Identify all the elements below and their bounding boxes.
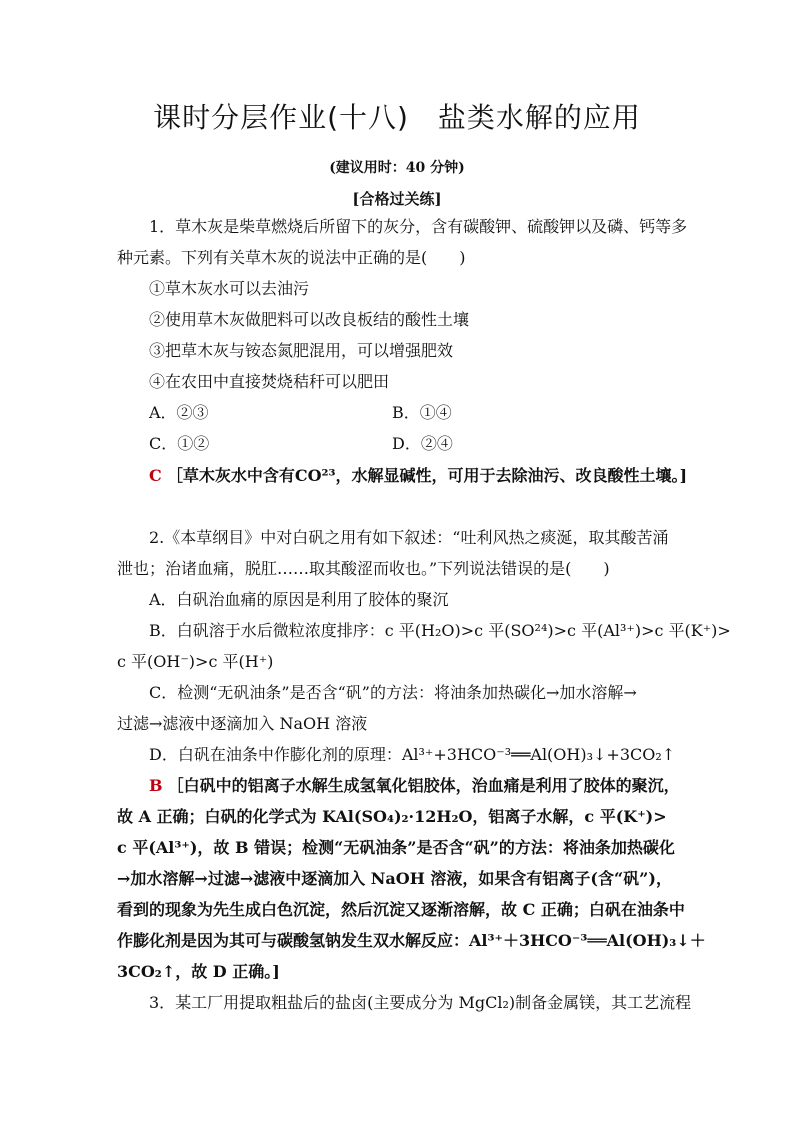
q1-item-3: ③把草木灰与铵态氮肥混用，可以增强肥效 — [149, 341, 454, 360]
q1-item-4: ④在农田中直接焚烧秸秆可以肥田 — [149, 372, 390, 391]
q3-stem-line-1: 3．某工厂用提取粗盐后的盐卤(主要成分为 MgCl₂)制备金属镁，其工艺流程 — [149, 993, 692, 1012]
q1-stem-line-1: 1．草木灰是柴草燃烧后所留下的灰分，含有碳酸钾、硫酸钾以及磷、钙等多 — [149, 217, 688, 236]
q2-option-c-line-1: C．检测“无矾油条”是否含“矾”的方法：将油条加热碳化→加水溶解→ — [149, 683, 637, 702]
q1-option-b: B．①④ — [392, 403, 452, 422]
q2-explanation-line-1: ［白矾中的铝离子水解生成氢氧化铝胶体，治血痛是利用了胶体的聚沉， — [167, 776, 680, 795]
q2-stem-line-2: 泄也；治诸血痛，脱肛……取其酸涩而收也。”下列说法错误的是( ) — [117, 559, 610, 578]
q2-explanation-line-3: c 平(Al³⁺)，故 B 错误；检测“无矾油条”是否含“矾”的方法：将油条加热碳化 — [117, 838, 675, 857]
q1-option-d: D．②④ — [392, 434, 453, 453]
page-title: 课时分层作业(十八) 盐类水解的应用 — [153, 101, 641, 134]
suggested-time: (建议用时：40 分钟) — [329, 160, 465, 176]
q2-explanation-line-6: 作膨化剂是因为其可与碳酸氢钠发生双水解反应：Al³⁺＋3HCO⁻³══Al(OH)₃↓＋ — [117, 931, 706, 950]
q2-answer-letter: B — [149, 776, 163, 795]
q2-explanation-line-5: 看到的现象为先生成白色沉淀，然后沉淀又逐渐溶解，故 C 正确；白矾在油条中 — [117, 900, 685, 919]
q1-answer-explanation: ［草木灰水中含有CO²³，水解显碱性，可用于去除油污、改良酸性土壤。] — [166, 466, 688, 485]
q1-answer — [149, 466, 714, 486]
q1-option-a: A．②③ — [149, 403, 209, 422]
q2-explanation-line-7: 3CO₂↑，故 D 正确。] — [117, 962, 280, 981]
q2-stem-line-1: 2.《本草纲目》中对白矾之用有如下叙述：“吐利风热之痰涎，取其酸苦涌 — [149, 528, 669, 547]
q1-stem-line-2: 种元素。下列有关草木灰的说法中正确的是( ) — [117, 248, 466, 267]
q1-item-2: ②使用草木灰做肥料可以改良板结的酸性土壤 — [149, 310, 470, 329]
q2-option-c-line-2: 过滤→滤液中逐滴加入 NaOH 溶液 — [117, 714, 368, 733]
q1-option-c: C．①② — [149, 434, 210, 453]
q2-answer — [149, 776, 714, 796]
q2-explanation-line-4: →加水溶解→过滤→滤液中逐滴加入 NaOH 溶液，如果含有铝离子(含“矾”)， — [117, 869, 672, 888]
q2-option-b-line-1: B．白矾溶于水后微粒浓度排序：c 平(H₂O)>c 平(SO²⁴)>c 平(Al³⁺)>c 平(K⁺)> — [149, 621, 731, 640]
section-heading: [合格过关练] — [352, 190, 442, 208]
q2-option-d: D．白矾在油条中作膨化剂的原理：Al³⁺+3HCO⁻³══Al(OH)₃↓+3CO₂↑ — [149, 745, 676, 764]
q1-answer-letter: C — [149, 466, 162, 485]
q1-item-1: ①草木灰水可以去油污 — [149, 279, 310, 298]
q2-option-b-line-2: c 平(OH⁻)>c 平(H⁺) — [117, 652, 274, 671]
q2-option-a: A．白矾治血痛的原因是利用了胶体的聚沉 — [149, 590, 449, 609]
q2-explanation-line-2: 故 A 正确；白矾的化学式为 KAl(SO₄)₂·12H₂O，铝离子水解，c 平(K⁺)> — [117, 807, 667, 826]
